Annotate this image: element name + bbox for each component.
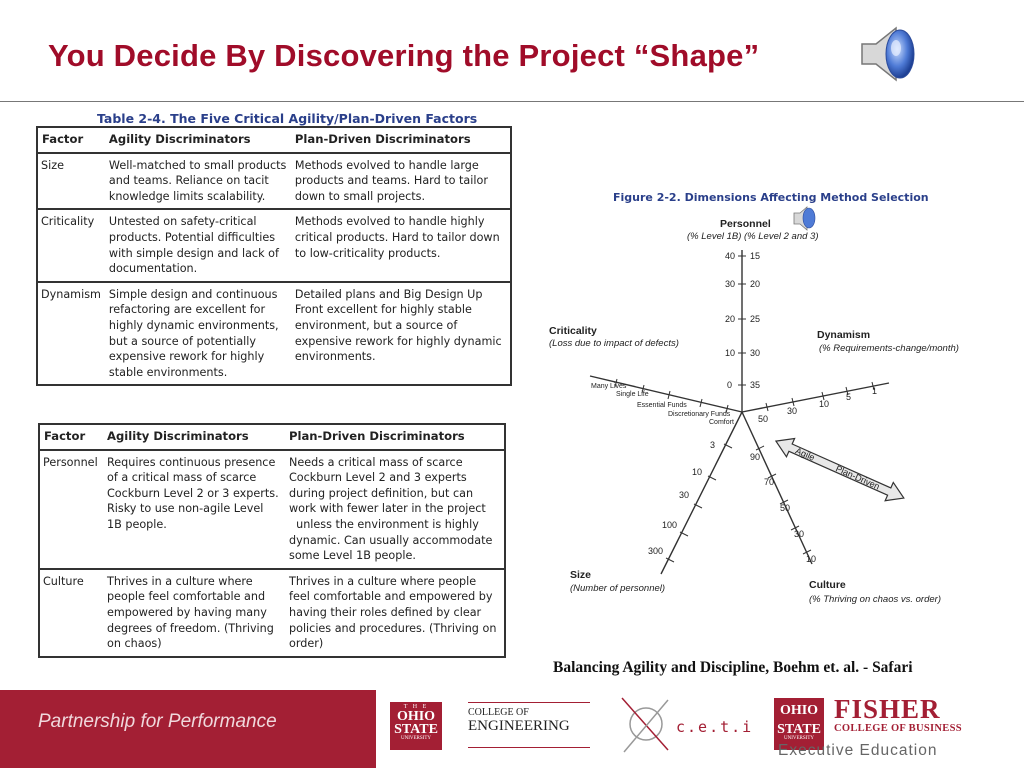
- osu-name-line2: STATE: [777, 722, 821, 737]
- personnel-left-tick: 0: [727, 380, 733, 390]
- college-of-engineering-logo: [468, 702, 590, 748]
- osu-name-line2: STATE: [394, 722, 438, 737]
- title-divider: [0, 101, 1024, 102]
- personnel-right-tick: 15: [750, 251, 761, 261]
- criticality-label: Comfort: [709, 419, 734, 426]
- culture-tick: 70: [764, 477, 775, 487]
- header-agility: Agility Discriminators: [103, 424, 285, 450]
- header-plan: Plan-Driven Discriminators: [285, 424, 505, 450]
- size-title: Size: [570, 569, 592, 581]
- personnel-left-tick: 40: [725, 251, 736, 261]
- footer-band: [0, 690, 376, 768]
- dynamism-tick: 50: [758, 414, 769, 424]
- factors-table-bottom: [38, 423, 506, 658]
- size-tick: 10: [692, 467, 703, 477]
- criticality-label: Many Lives: [591, 383, 627, 390]
- factor-cell: Criticality: [37, 209, 105, 281]
- table-caption: Table 2-4. The Five Critical Agility/Plan-Driven Factors: [97, 111, 478, 126]
- dynamism-tick: 10: [819, 399, 830, 409]
- culture-tick: 90: [750, 452, 761, 462]
- table-row: [39, 569, 505, 657]
- culture-tick: 50: [780, 503, 791, 513]
- coe-line1: COLLEGE OF: [468, 707, 529, 718]
- plan-cell: Methods evolved to handle highly critical products. Hard to tailor down to low-criticality products.: [291, 209, 511, 281]
- speaker-icon[interactable]: [856, 22, 922, 86]
- personnel-title: Personnel: [720, 218, 771, 230]
- fisher-logo: [834, 696, 984, 734]
- table-row: [37, 153, 511, 210]
- criticality-label: Essential Funds: [637, 402, 687, 409]
- criticality-ticks: [591, 379, 734, 426]
- agility-cell: Thrives in a culture where people feel comfortable and empowered by having many degrees of freedom. (Thriving on chaos): [103, 569, 285, 657]
- plan-cell: Needs a critical mass of scarce Cockburn Level 2 and 3 experts during project definition, but can work with fewer later in the project unless the environment is highly dynamic. Can usually accommodate some Level 1B people.: [289, 455, 493, 563]
- osu-university: UNIVERSITY: [784, 736, 814, 741]
- personnel-right-tick: 25: [750, 314, 761, 324]
- dynamism-tick: 30: [787, 406, 798, 416]
- culture-tick: 30: [794, 529, 805, 539]
- criticality-label: Single Life: [616, 391, 649, 398]
- osu-university: UNIVERSITY: [401, 736, 431, 741]
- culture-tick: 10: [806, 554, 817, 564]
- factor-cell: Size: [41, 158, 64, 172]
- arrow-plandriven-label: Plan-Driven: [834, 463, 882, 492]
- culture-axis: [742, 412, 812, 564]
- ohio-state-logo: [390, 702, 442, 750]
- personnel-right-tick: 20: [750, 279, 761, 289]
- size-tick: 3: [710, 440, 716, 450]
- size-sub: (Number of personnel): [570, 583, 666, 594]
- header-plan: Plan-Driven Discriminators: [291, 127, 511, 153]
- plan-cell: Thrives in a culture where people feel comfortable and empowered by having their roles defined by clear policies and procedures. (Thriving on order): [285, 569, 505, 657]
- factor-cell: Dynamism: [37, 282, 105, 386]
- footer: [0, 690, 1024, 768]
- agility-cell: Well-matched to small products and teams. Reliance on tacit knowledge limits scalability.: [108, 158, 287, 203]
- arrow-agile-label: Agile: [793, 445, 817, 463]
- size-tick: 100: [662, 520, 678, 530]
- osu-name-line1: OHIO: [779, 703, 819, 718]
- dynamism-tick: 1: [872, 386, 878, 396]
- footer-tagline: Partnership for Performance: [38, 711, 277, 732]
- size-axis: [661, 412, 742, 574]
- ceti-logo: [618, 694, 768, 756]
- figure-credit: Balancing Agility and Discipline, Boehm et. al. - Safari: [553, 659, 913, 676]
- culture-ticks: [750, 446, 816, 564]
- criticality-title: Criticality: [549, 325, 597, 337]
- agility-cell: Untested on safety-critical products. Potential difficulties with simple design and lack of documentation.: [105, 209, 291, 281]
- agility-cell: Simple design and continuous refactoring are excellent for highly dynamic environments, but a source of potentially expensive rework for highly stable environments.: [105, 282, 291, 386]
- culture-title: Culture: [809, 579, 846, 591]
- ceti-text: c.e.t.i: [676, 718, 754, 736]
- osu-top: T H E: [403, 704, 429, 710]
- personnel-right-tick: 35: [750, 380, 761, 390]
- dynamism-axis: [742, 383, 889, 412]
- personnel-sub: (% Level 1B) (% Level 2 and 3): [687, 231, 819, 242]
- criticality-label: Discretionary Funds: [668, 411, 731, 418]
- executive-education-text: Executive Education: [778, 742, 938, 759]
- figure-caption: Figure 2-2. Dimensions Affecting Method Selection: [613, 191, 929, 204]
- dynamism-title: Dynamism: [817, 329, 871, 341]
- dynamism-tick: 5: [846, 392, 852, 402]
- table-row: [37, 282, 511, 386]
- fisher-name: FISHER: [834, 694, 941, 724]
- criticality-sub: (Loss due to impact of defects): [549, 338, 679, 349]
- header-factor: Factor: [39, 424, 103, 450]
- culture-sub: (% Thriving on chaos vs. order): [809, 594, 941, 605]
- table-row: [37, 209, 511, 281]
- slide-title: You Decide By Discovering the Project “Shape”: [48, 38, 760, 73]
- plan-cell: Detailed plans and Big Design Up Front excellent for highly stable environment, but a source of expensive rework for highly dynamic environments.: [291, 282, 511, 386]
- factor-cell: Personnel: [43, 455, 98, 469]
- personnel-left-tick: 10: [725, 348, 736, 358]
- agile-plandriven-arrow: [772, 432, 908, 507]
- personnel-left-tick: 20: [725, 314, 736, 324]
- osu-name-line1: OHIO: [396, 709, 436, 724]
- dimensions-figure: [544, 186, 984, 616]
- agility-cell: Requires continuous presence of a critical mass of scarce Cockburn Level 2 or 3 experts. Risky to use non-agile Level 1B people.: [107, 455, 279, 531]
- plan-cell: Methods evolved to handle large products and teams. Hard to tailor down to small projects.: [294, 158, 488, 203]
- factor-cell: Culture: [39, 569, 103, 657]
- speaker-small-icon[interactable]: [794, 207, 815, 230]
- size-tick: 300: [648, 546, 664, 556]
- size-tick: 30: [679, 490, 690, 500]
- personnel-left-tick: 30: [725, 279, 736, 289]
- factors-table-top: [36, 126, 512, 386]
- coe-line2: ENGINEERING: [468, 718, 570, 734]
- header-factor: Factor: [37, 127, 105, 153]
- personnel-right-tick: 30: [750, 348, 761, 358]
- table-row: [39, 450, 505, 569]
- dynamism-sub: (% Requirements-change/month): [819, 343, 959, 354]
- header-agility: Agility Discriminators: [105, 127, 291, 153]
- ceti-logo-icon: [618, 694, 674, 756]
- fisher-sub: COLLEGE OF BUSINESS: [834, 723, 962, 734]
